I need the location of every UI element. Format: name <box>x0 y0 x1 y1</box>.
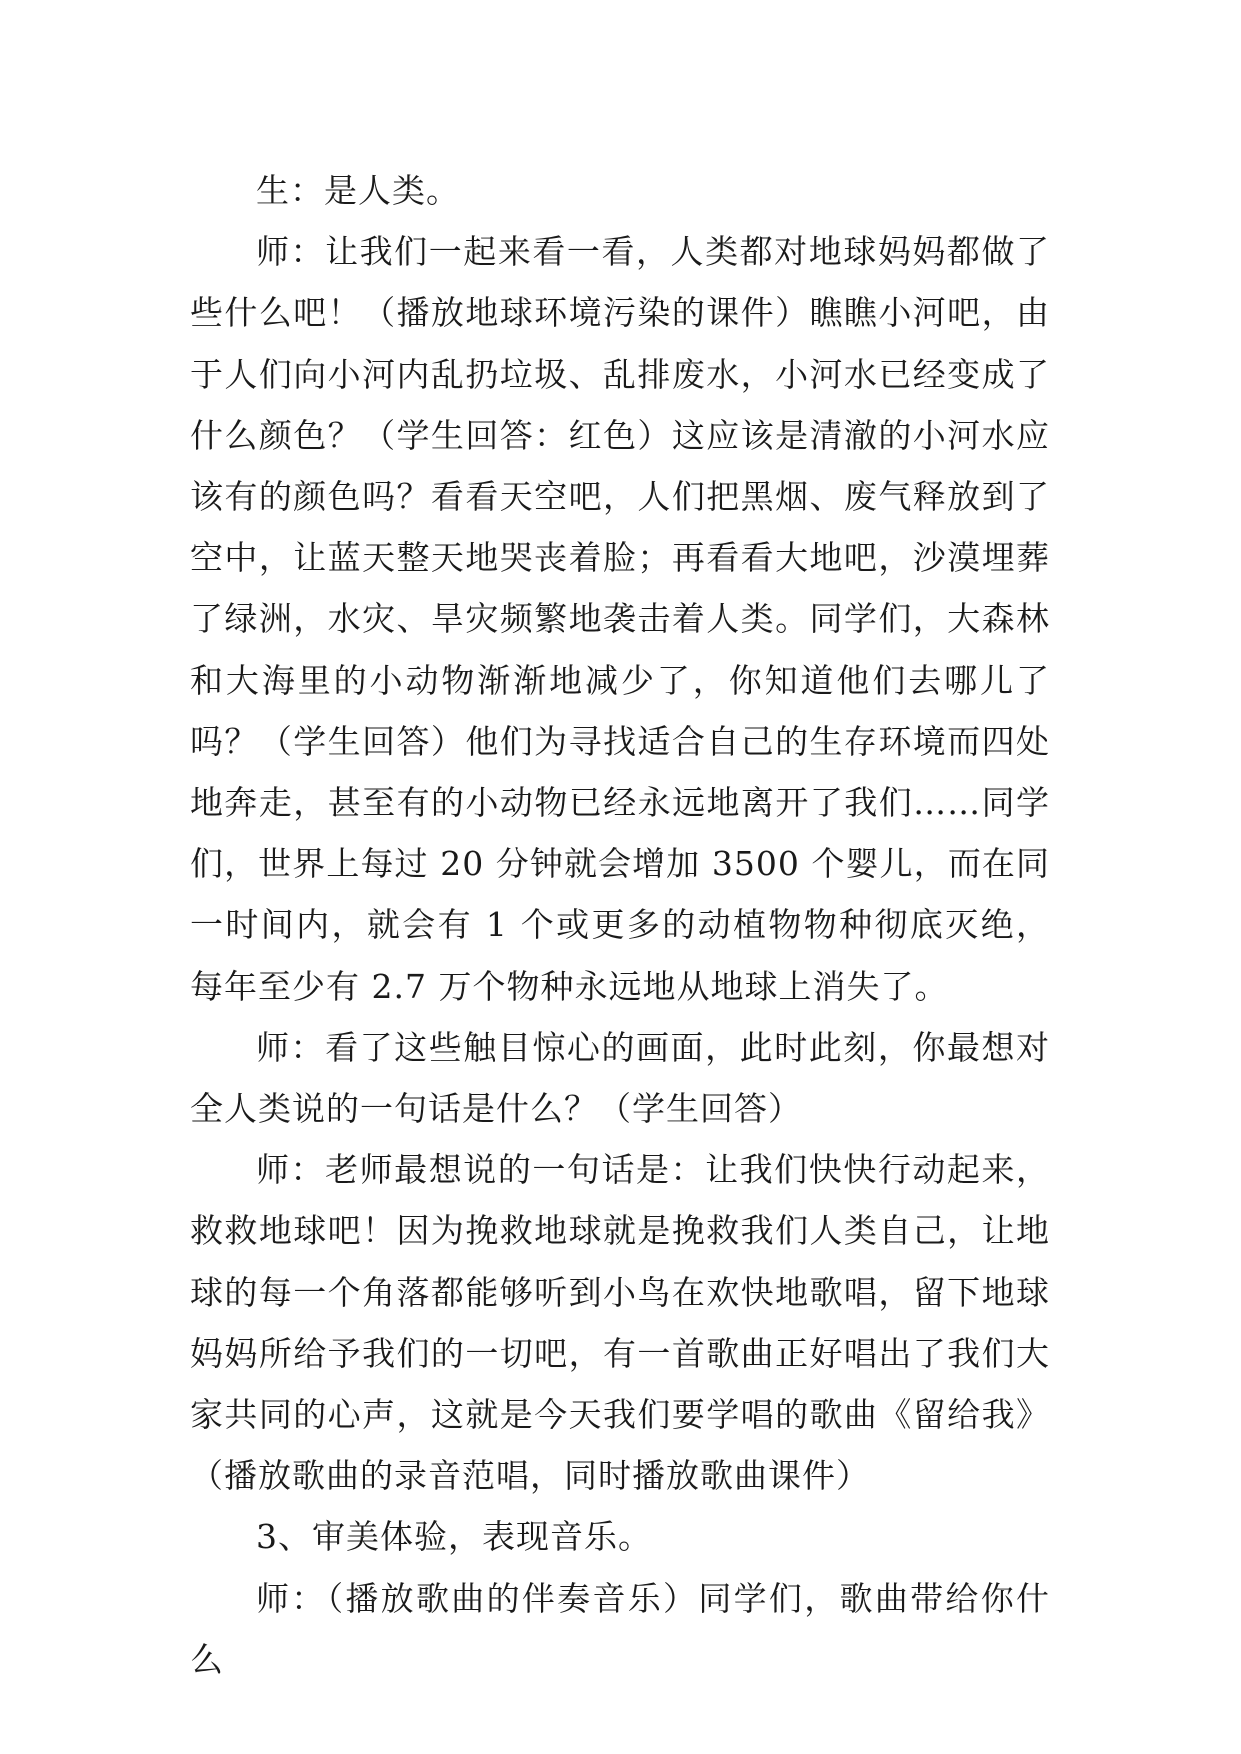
section-heading: 3、审美体验，表现音乐。 <box>256 1517 652 1557</box>
document-body <box>190 160 1050 1690</box>
paragraph-teacher-accompaniment: 师：（播放歌曲的伴奏音乐）同学们，歌曲带给你什么 <box>190 1578 1050 1679</box>
paragraph-teacher-question: 师：看了这些触目惊心的画面，此时此刻，你最想对全人类说的一句话是什么？（学生回答） <box>190 1027 1050 1129</box>
paragraph-teacher-save-earth: 师：老师最想说的一句话是：让我们快快行动起来，救救地球吧！因为挽救地球就是挽救我们人类自己，让地球的每一个角落都能够听到小鸟在欢快地歌唱，留下地球妈妈所给予我们的一切吧，有一首歌曲正好唱出了我们大家共同的心声，这就是今天我们要学唱的歌曲《留给我》（播放歌曲的录音范唱，同时播放歌曲课件） <box>190 1150 1050 1496</box>
paragraph-teacher-environment: 师：让我们一起来看一看，人类都对地球妈妈都做了些什么吧！（播放地球环境污染的课件）瞧瞧小河吧，由于人们向小河内乱扔垃圾、乱排废水，小河水已经变成了什么颜色？（学生回答：红色）这应该是清澈的小河水应该有的颜色吗？看看天空吧，人们把黑烟、废气释放到了空中，让蓝天整天地哭丧着脸；再看看大地吧，沙漠埋葬了绿洲，水灾、旱灾频繁地袭击着人类。同学们，大森林和大海里的小动物渐渐地减少了，你知道他们去哪儿了吗？（学生回答）他们为寻找适合自己的生存环境而四处地奔走，甚至有的小动物已经永远地离开了我们……同学们，世界上每过 20 分钟就会增加 3500 个婴儿，而在同一时间内，就会有 1 个或更多的动植物物种彻底灭绝，每年至少有 2.7 万个物种永远地从地球上消失了。 <box>190 232 1050 1006</box>
paragraph-student-answer: 生：是人类。 <box>256 171 460 210</box>
